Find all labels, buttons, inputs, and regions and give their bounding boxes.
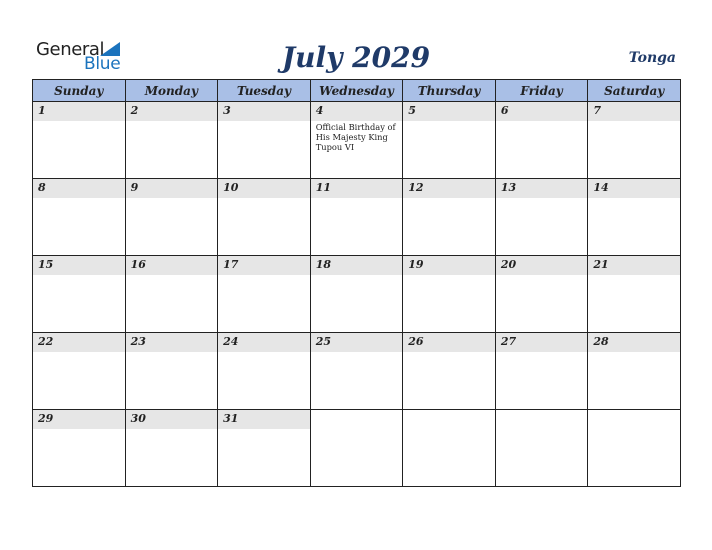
day-number-bar — [126, 410, 218, 429]
day-cell — [33, 102, 126, 179]
day-cell — [125, 179, 218, 256]
day-number: 25 — [315, 335, 331, 348]
day-number: 16 — [130, 258, 146, 271]
day-number: 31 — [223, 412, 239, 425]
day-cell — [403, 333, 496, 410]
day-number: 12 — [408, 181, 424, 194]
day-cell — [218, 410, 311, 487]
country-label: Tonga — [628, 50, 676, 66]
day-number: 15 — [38, 258, 54, 271]
day-number: 6 — [500, 104, 509, 117]
week-row — [33, 256, 681, 333]
day-cell — [495, 102, 588, 179]
day-number: 14 — [593, 181, 609, 194]
calendar-body — [33, 102, 681, 487]
day-cell — [310, 256, 403, 333]
day-number: 11 — [315, 181, 331, 194]
day-number: 30 — [130, 412, 146, 425]
day-cell — [125, 256, 218, 333]
day-number-bar — [403, 333, 495, 352]
day-number: 1 — [38, 104, 46, 117]
day-number-bar — [126, 333, 218, 352]
day-cell — [588, 102, 681, 179]
day-cell — [33, 410, 126, 487]
day-number: 27 — [500, 335, 517, 348]
day-number-bar — [311, 256, 403, 275]
weekday-wednesday: Wednesday — [310, 80, 403, 102]
day-cell — [588, 410, 681, 487]
day-cell — [310, 410, 403, 487]
day-number-bar — [33, 102, 125, 121]
calendar-grid — [32, 79, 681, 487]
day-cell — [218, 256, 311, 333]
holiday-event: Official Birthday of His Majesty King Tupou VI — [315, 122, 396, 152]
weekday-monday: Monday — [125, 80, 218, 102]
day-number-bar — [33, 410, 125, 429]
day-number-bar — [403, 179, 495, 198]
weekday-tuesday: Tuesday — [218, 80, 311, 102]
day-number: 5 — [408, 104, 416, 117]
day-cell — [495, 410, 588, 487]
day-cell — [495, 256, 588, 333]
day-cell — [218, 333, 311, 410]
day-cell — [403, 179, 496, 256]
day-number: 9 — [130, 181, 139, 194]
day-cell — [125, 333, 218, 410]
day-number: 7 — [593, 104, 602, 117]
day-number-bar — [33, 256, 125, 275]
week-row — [33, 410, 681, 487]
day-number-bar — [126, 179, 218, 198]
weekday-thursday: Thursday — [403, 80, 496, 102]
day-number-bar — [496, 102, 588, 121]
day-cell — [495, 179, 588, 256]
logo-blue-text: Blue — [84, 54, 121, 74]
day-number: 13 — [500, 181, 517, 194]
day-number: 26 — [408, 335, 424, 348]
day-number: 28 — [593, 335, 609, 348]
day-number-bar — [218, 410, 310, 429]
day-cell — [125, 102, 218, 179]
day-number: 8 — [38, 181, 46, 194]
day-number-bar — [588, 256, 680, 275]
day-number-bar — [588, 179, 680, 198]
day-number: 10 — [223, 181, 239, 194]
day-number-bar — [403, 102, 495, 121]
day-number: 22 — [38, 335, 54, 348]
day-cell — [125, 410, 218, 487]
weekday-friday: Friday — [495, 80, 588, 102]
day-cell — [310, 179, 403, 256]
day-number: 4 — [315, 104, 324, 117]
day-number: 21 — [593, 258, 609, 271]
day-number-bar — [496, 333, 588, 352]
day-number-bar — [403, 256, 495, 275]
day-number-bar — [588, 333, 680, 352]
day-number: 2 — [130, 104, 139, 117]
day-number-bar — [218, 179, 310, 198]
day-number-bar — [126, 256, 218, 275]
calendar-title: July 2029 — [281, 41, 431, 74]
day-cell — [218, 179, 311, 256]
day-number-bar — [218, 256, 310, 275]
day-cell — [33, 333, 126, 410]
day-cell — [33, 179, 126, 256]
day-number: 29 — [38, 412, 54, 425]
weekday-header-row — [33, 80, 681, 102]
day-cell — [588, 256, 681, 333]
day-number: 24 — [223, 335, 239, 348]
week-row — [33, 102, 681, 179]
day-cell — [403, 410, 496, 487]
day-number: 23 — [130, 335, 146, 348]
day-number-bar — [496, 256, 588, 275]
day-cell — [588, 333, 681, 410]
week-row — [33, 333, 681, 410]
day-number: 19 — [408, 258, 424, 271]
day-number-bar — [33, 333, 125, 352]
day-number-bar — [588, 102, 680, 121]
weekday-saturday: Saturday — [588, 80, 681, 102]
day-number-bar — [311, 333, 403, 352]
day-number-bar — [311, 102, 403, 121]
day-cell — [218, 102, 311, 179]
day-cell — [403, 256, 496, 333]
day-cell — [310, 102, 403, 179]
week-row — [33, 179, 681, 256]
day-cell — [495, 333, 588, 410]
day-number-bar — [218, 333, 310, 352]
weekday-sunday: Sunday — [33, 80, 126, 102]
day-number: 3 — [223, 104, 231, 117]
day-cell — [33, 256, 126, 333]
day-number: 17 — [223, 258, 239, 271]
day-number-bar — [218, 102, 310, 121]
day-number: 20 — [500, 258, 517, 271]
day-number-bar — [496, 179, 588, 198]
day-cell — [403, 102, 496, 179]
day-number-bar — [311, 179, 403, 198]
day-number-bar — [33, 179, 125, 198]
day-cell — [310, 333, 403, 410]
day-number: 18 — [315, 258, 331, 271]
day-number-bar — [126, 102, 218, 121]
day-cell — [588, 179, 681, 256]
logo-general-text: General — [36, 39, 105, 60]
